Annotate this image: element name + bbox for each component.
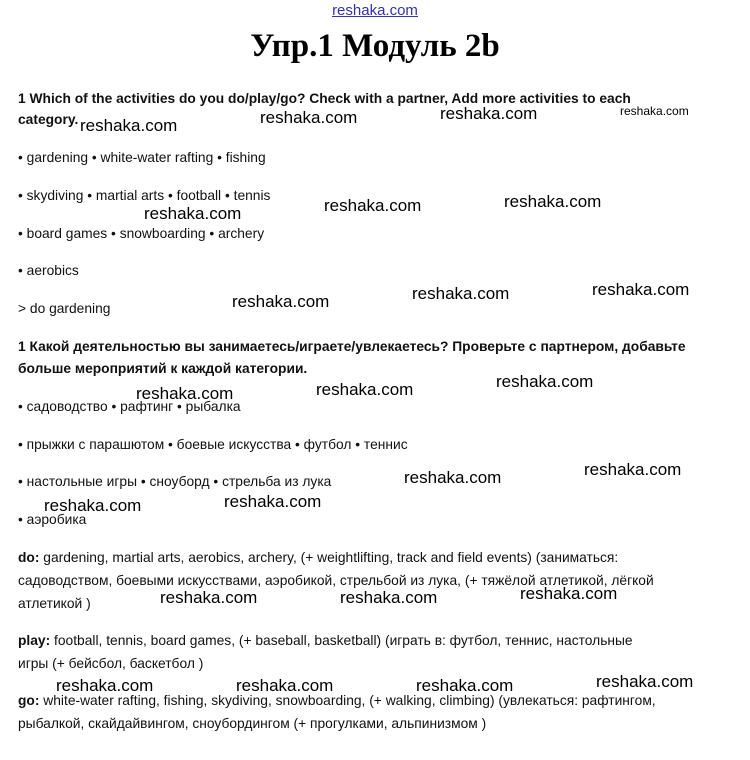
activity-list-en-3: • board games • snowboarding • archery [18,226,265,241]
activity-list-en-1: • gardening • white-water rafting • fishing [18,150,266,165]
answer-play-line-2: игры (+ бейсбол, баскетбол ) [18,656,204,671]
task-ru-line-1: 1 Какой деятельностью вы занимаетесь/играете/увлекаетесь? Проверьте с партнером, добавьте [18,339,686,354]
watermark: reshaka.com [160,588,258,607]
watermark: reshaka.com [224,492,322,511]
task-en-line-1: 1 Which of the activities do you do/play/go? Check with a partner, Add more activities to each [18,91,631,106]
answer-do-line-1 [18,548,718,568]
watermark: reshaka.com [80,116,178,135]
watermark: reshaka.com [44,496,142,515]
answer-play-label: play: [18,633,51,648]
answer-go-label: go: [18,693,40,708]
watermark: reshaka.com [504,192,602,211]
page-title: Упр.1 Модуль 2b [250,28,500,64]
watermark: reshaka.com [236,676,334,695]
watermark: reshaka.com [136,384,234,403]
watermark: reshaka.com [596,672,694,691]
example-line: > do gardening [18,301,111,316]
activity-list-ru-4: • аэробика [18,512,87,527]
watermark: reshaka.com [584,460,682,479]
watermark: reshaka.com [260,108,358,127]
watermark: reshaka.com [340,588,438,607]
watermark: reshaka.com [620,104,689,118]
answer-play-text: football, tennis, board games, (+ baseball, basketball) (играть в: футбол, теннис, настольные [50,633,633,648]
answer-do-line-3: атлетикой ) [18,596,91,611]
watermark: reshaka.com [416,676,514,695]
watermark: reshaka.com [144,204,242,223]
watermark: reshaka.com [412,284,510,303]
answer-go-text: white-water rafting, fishing, skydiving, snowboarding, (+ walking, climbing) (увлекаться: рафтингом, [39,693,656,708]
task-en-line-2: category. [18,112,79,127]
activity-list-ru-3: • настольные игры • сноуборд • стрельба из лука [18,474,332,489]
answer-do-text: gardening, martial arts, aerobics, archery, (+ weightlifting, track and field events) (заниматься: [39,550,619,565]
watermark: reshaka.com [592,280,690,299]
watermark: reshaka.com [316,380,414,399]
watermark: reshaka.com [324,196,422,215]
watermark: reshaka.com [440,104,538,123]
watermark: reshaka.com [404,468,502,487]
activity-list-ru-1: • садоводство • рафтинг • рыбалка [18,399,241,414]
watermark: reshaka.com [520,584,618,603]
answer-go-line-2: рыбалкой, скайдайвингом, сноубордингом (+ прогулками, альпинизмом ) [18,716,487,731]
answer-do-line-2: садоводством, боевыми искусствами, аэробикой, стрельбой из лука, (+ тяжёлой атлетикой, лёгкой [18,573,654,588]
activity-list-en-4: • aerobics [18,263,79,278]
watermark: reshaka.com [56,676,154,695]
watermark: reshaka.com [232,292,330,311]
activity-list-en-2: • skydiving • martial arts • football • tennis [18,188,271,203]
activity-list-ru-2: • прыжки с парашютом • боевые искусства • футбол • теннис [18,437,408,452]
answer-do-label: do: [18,550,40,565]
task-ru-line-2: больше мероприятий к каждой категории. [18,361,308,376]
answer-play-line-1 [18,631,718,651]
site-link[interactable]: reshaka.com [332,2,418,19]
watermark: reshaka.com [496,372,594,391]
